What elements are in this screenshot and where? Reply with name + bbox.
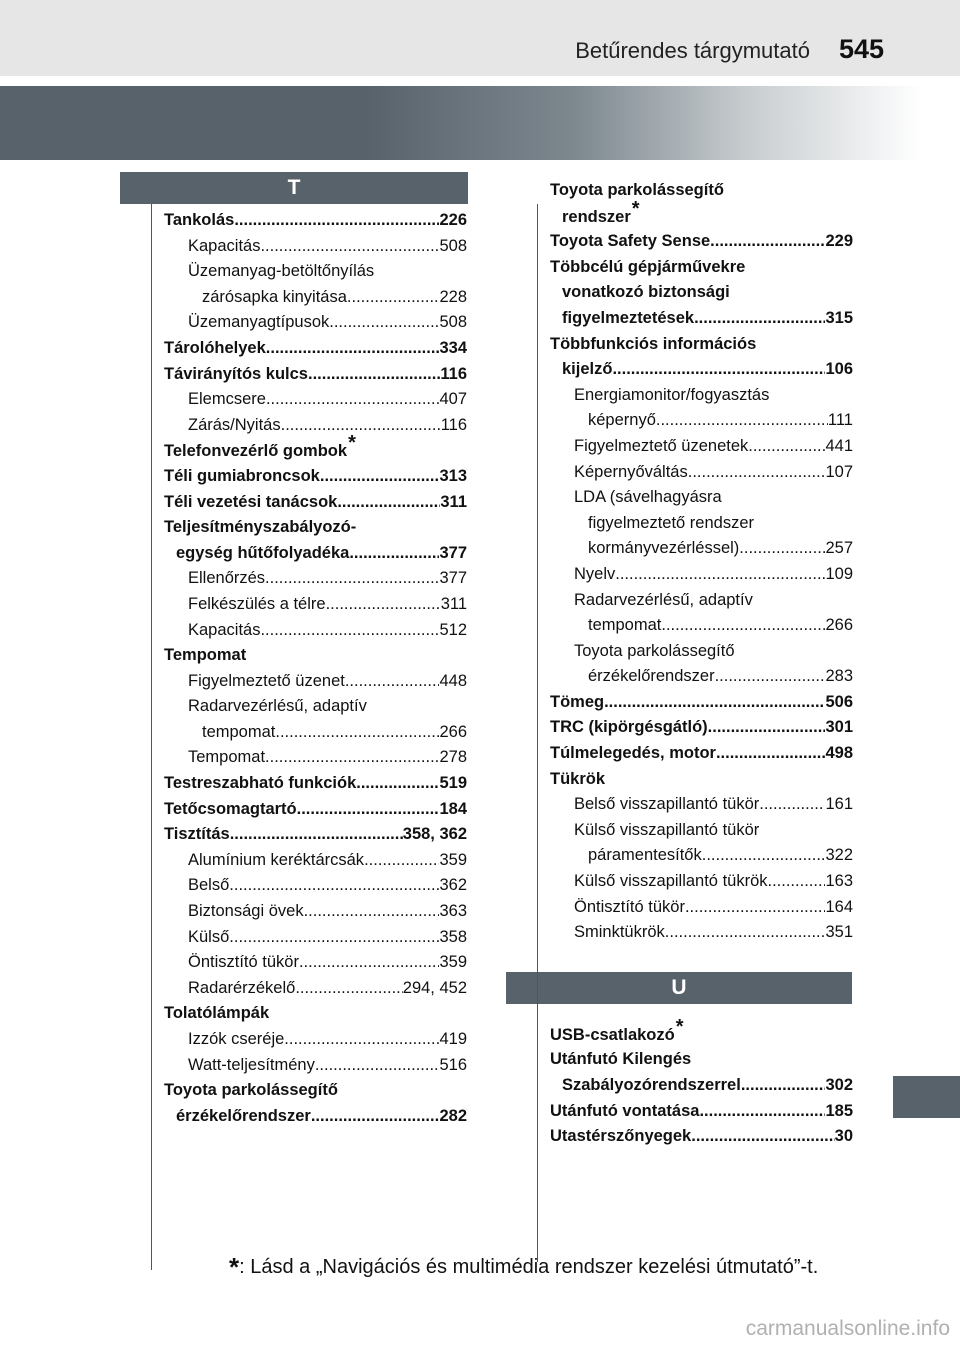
entry-page-number: 283	[825, 667, 853, 686]
leader-dots	[265, 745, 439, 771]
index-entry	[550, 818, 853, 844]
index-entry	[550, 613, 853, 639]
entry-label: Testreszabható funkciók	[164, 774, 357, 793]
index-list-t-continued	[550, 178, 853, 946]
entry-label: tempomat	[202, 722, 276, 741]
index-entry	[164, 1027, 467, 1053]
entry-label: Belső	[188, 876, 230, 895]
index-entry	[164, 1053, 467, 1079]
leader-dots	[748, 434, 825, 460]
entry-label: képernyő	[588, 411, 656, 430]
index-entry	[550, 408, 853, 434]
index-entry	[550, 741, 853, 767]
entry-page-number: 30	[834, 1127, 853, 1146]
top-band	[0, 0, 960, 76]
leader-dots	[364, 848, 439, 874]
index-entry	[550, 715, 853, 741]
leader-dots	[716, 741, 826, 767]
leader-dots	[311, 1104, 440, 1130]
index-entry	[550, 1073, 853, 1099]
index-entry	[164, 1078, 467, 1104]
leader-dots	[234, 208, 439, 234]
entry-label: vonatkozó biztonsági	[562, 283, 730, 302]
entry-page-number: 407	[439, 390, 467, 409]
entry-page-number: 266	[439, 722, 467, 741]
entry-label: kijelző	[562, 360, 613, 379]
leader-dots	[347, 285, 440, 311]
entry-label: Tempomat	[188, 748, 266, 767]
entry-page-number: 419	[439, 1030, 467, 1048]
index-entry	[164, 432, 467, 464]
index-entry	[164, 310, 467, 336]
index-entry	[164, 925, 467, 951]
index-entry	[550, 690, 853, 716]
entry-page-number: 359	[439, 850, 467, 869]
gradient-banner	[0, 86, 960, 160]
leader-dots	[295, 976, 402, 1002]
entry-label: Biztonsági övek	[188, 902, 304, 921]
entry-label: Radarvezérlésű, adaptív	[574, 590, 753, 609]
index-entry	[164, 541, 467, 567]
footnote-text: : Lásd a „Navigációs és multimédia rendszer kezelési útmutató”-t.	[239, 1256, 819, 1278]
section-header-u: U	[506, 972, 852, 1004]
entry-page-number: 351	[825, 923, 853, 942]
index-entry	[164, 234, 467, 260]
entry-page-number: 294, 452	[402, 978, 467, 997]
leader-dots	[266, 387, 440, 413]
entry-page-number: 257	[825, 539, 853, 558]
entry-label: Téli gumiabroncsok	[164, 466, 320, 485]
entry-page-number: 441	[825, 436, 853, 455]
index-entry	[164, 259, 467, 285]
entry-page-number: 116	[440, 364, 467, 383]
entry-label: Elemcsere	[188, 390, 266, 409]
index-entry	[550, 1047, 853, 1073]
entry-page-number: 519	[439, 774, 467, 793]
entry-label: Radarvezérlésű, adaptív	[188, 697, 367, 716]
entry-label: Toyota parkolássegítő	[164, 1081, 338, 1100]
entry-label: rendszer	[562, 207, 631, 226]
index-entry	[164, 413, 467, 439]
index-entry	[550, 485, 853, 511]
leader-dots	[320, 464, 440, 490]
entry-page-number: 322	[825, 846, 853, 865]
index-entry	[164, 1104, 467, 1130]
leader-dots	[739, 536, 825, 562]
index-entry	[164, 336, 467, 362]
entry-page-number: 334	[439, 338, 467, 357]
leader-dots	[229, 873, 439, 899]
index-entry	[550, 383, 853, 409]
index-list-u	[550, 1015, 853, 1150]
entry-label: Sminktükrök	[574, 923, 665, 942]
index-entry	[164, 899, 467, 925]
leader-dots	[356, 771, 439, 797]
entry-page-number: 107	[825, 462, 853, 481]
index-entry	[164, 208, 467, 234]
entry-label: Többfunkciós információs	[550, 334, 757, 353]
index-column-right	[550, 178, 853, 1150]
leader-dots	[661, 613, 825, 639]
entry-page-number: 184	[439, 799, 467, 818]
index-entry	[550, 767, 853, 793]
leader-dots	[612, 357, 825, 383]
entry-page-number: 229	[825, 232, 853, 251]
footnote-marker: *	[631, 197, 640, 220]
footnote	[229, 1252, 819, 1287]
leader-dots	[308, 362, 440, 388]
index-entry	[550, 306, 853, 332]
entry-label: Toyota parkolássegítő	[550, 181, 724, 199]
leader-dots	[266, 336, 440, 362]
entry-label: zárósapka kinyitása	[202, 287, 347, 306]
entry-label: páramentesítők	[588, 846, 702, 865]
entry-page-number: 301	[825, 718, 853, 737]
index-entry	[550, 255, 853, 281]
leader-dots	[275, 720, 439, 746]
entry-label: Tömeg	[550, 692, 605, 711]
leader-dots	[299, 950, 440, 976]
entry-label: figyelmeztetések	[562, 308, 695, 327]
entry-label: Radarérzékelő	[188, 978, 296, 997]
index-entry	[550, 588, 853, 614]
index-entry	[550, 895, 853, 921]
entry-label: Energiamonitor/fogyasztás	[574, 385, 770, 404]
leader-dots	[265, 566, 439, 592]
leader-dots	[685, 895, 826, 921]
entry-page-number: 278	[439, 748, 467, 767]
entry-page-number: 516	[439, 1055, 467, 1074]
entry-page-number: 313	[439, 466, 467, 485]
leader-dots	[691, 1124, 834, 1150]
entry-page-number: 311	[440, 492, 467, 511]
entry-label: Watt-teljesítmény	[188, 1055, 315, 1074]
entry-label: Túlmelegedés, motor	[550, 744, 716, 763]
index-entry	[164, 976, 467, 1002]
entry-label: Ellenőrzés	[188, 569, 266, 588]
index-entry	[550, 1015, 853, 1048]
index-entry	[550, 843, 853, 869]
entry-page-number: 358	[439, 927, 467, 946]
leader-dots	[284, 1027, 439, 1053]
index-entry	[164, 490, 467, 516]
index-entry	[550, 869, 853, 895]
entry-page-number: 311	[440, 594, 467, 613]
index-entry	[550, 536, 853, 562]
entry-label: Szabályozórendszerrel	[562, 1076, 741, 1094]
leader-dots	[304, 899, 440, 925]
index-column-left	[164, 208, 467, 1129]
leader-dots	[297, 797, 440, 823]
leader-dots	[604, 690, 825, 716]
entry-label: Toyota Safety Sense	[550, 232, 711, 251]
entry-label: Teljesítményszabályozó-	[164, 518, 357, 537]
watermark: carmanualsonline.info	[745, 1317, 950, 1340]
entry-label: TRC (kipörgésgátló)	[550, 718, 708, 737]
leader-dots	[260, 234, 439, 260]
entry-page-number: 109	[825, 564, 853, 583]
leader-dots	[665, 920, 826, 946]
entry-label: egység hűtőfolyadéka	[176, 543, 350, 562]
entry-page-number: 106	[825, 360, 853, 379]
index-entry	[550, 792, 853, 818]
entry-label: figyelmeztető rendszer	[588, 513, 754, 532]
section-gap	[550, 946, 853, 1022]
leader-dots	[741, 1073, 826, 1099]
entry-label: Képernyőváltás	[574, 462, 688, 481]
index-entry	[164, 745, 467, 771]
entry-label: Figyelmeztető üzenet	[188, 671, 345, 690]
entry-label: Nyelv	[574, 564, 616, 583]
index-entry	[164, 515, 467, 541]
leader-dots	[230, 822, 403, 848]
entry-label: Tetőcsomagtartó	[164, 799, 297, 818]
index-entry	[164, 387, 467, 413]
index-entry	[550, 434, 853, 460]
entry-page-number: 226	[439, 211, 467, 229]
section-header-t: T	[120, 172, 468, 204]
entry-label: Kapacitás	[188, 236, 261, 255]
entry-label: Utánfutó vontatása	[550, 1101, 700, 1120]
index-entry	[550, 562, 853, 588]
entry-label: Zárás/Nyitás	[188, 415, 281, 434]
leader-dots	[337, 490, 440, 516]
index-entry	[550, 197, 853, 230]
index-entry	[164, 285, 467, 311]
footnote-marker: *	[675, 1015, 684, 1038]
entry-label: érzékelőrendszer	[588, 667, 715, 686]
index-entry	[164, 771, 467, 797]
index-entry	[550, 332, 853, 358]
entry-page-number: 359	[439, 953, 467, 972]
entry-label: Külső	[188, 927, 230, 946]
index-entry	[164, 822, 467, 848]
index-entry	[164, 618, 467, 644]
index-entry	[164, 566, 467, 592]
leader-dots	[715, 664, 826, 690]
entry-label: kormányvezérléssel)	[588, 539, 740, 558]
leader-dots	[229, 925, 439, 951]
leader-dots	[345, 669, 440, 695]
entry-page-number: 448	[439, 671, 467, 690]
index-entry	[550, 460, 853, 486]
entry-label: Öntisztító tükör	[188, 953, 299, 972]
leader-dots	[702, 843, 826, 869]
entry-label: USB-csatlakozó	[550, 1025, 675, 1044]
entry-label: Toyota parkolássegítő	[574, 641, 735, 660]
leader-dots	[710, 229, 825, 255]
leader-dots	[694, 306, 825, 332]
leader-dots	[329, 310, 439, 336]
entry-label: Kapacitás	[188, 620, 261, 639]
entry-label: LDA (sávelhagyásra	[574, 488, 722, 507]
index-entry	[164, 464, 467, 490]
index-entry	[164, 643, 467, 669]
page-number: 545	[838, 34, 884, 64]
entry-page-number: 302	[825, 1076, 853, 1094]
index-entry	[164, 362, 467, 388]
index-entry	[164, 797, 467, 823]
entry-page-number: 161	[825, 795, 853, 814]
entry-page-number: 116	[440, 415, 467, 434]
entry-label: Üzemanyag-betöltőnyílás	[188, 262, 375, 281]
entry-label: Tükrök	[550, 769, 606, 788]
entry-page-number: 185	[825, 1101, 853, 1120]
leader-dots	[656, 408, 828, 434]
leader-dots	[688, 460, 826, 486]
index-entry	[164, 873, 467, 899]
entry-page-number: 228	[439, 287, 467, 306]
entry-label: Telefonvezérlő gombok	[164, 442, 348, 461]
entry-page-number: 164	[825, 897, 853, 916]
footnote-marker: *	[348, 432, 356, 455]
entry-label: Külső visszapillantó tükör	[574, 820, 760, 839]
entry-page-number: 282	[439, 1106, 467, 1125]
entry-label: Tárolóhelyek	[164, 338, 266, 357]
entry-page-number: 266	[825, 616, 853, 635]
index-entry	[550, 1099, 853, 1125]
entry-label: Tankolás	[164, 211, 235, 229]
entry-label: Tolatólámpák	[164, 1004, 270, 1023]
leader-dots	[699, 1099, 825, 1125]
index-entry	[550, 511, 853, 537]
column-divider-right	[537, 204, 538, 1262]
entry-label: Külső visszapillantó tükrök	[574, 872, 768, 891]
entry-page-number: 377	[439, 543, 467, 562]
entry-label: Távirányítós kulcs	[164, 364, 308, 383]
entry-page-number: 512	[439, 620, 467, 639]
entry-label: Tempomat	[164, 646, 247, 665]
entry-page-number: 315	[825, 308, 853, 327]
footnote-star: *	[229, 1252, 240, 1282]
entry-page-number: 508	[439, 236, 467, 255]
entry-label: Öntisztító tükör	[574, 897, 685, 916]
entry-page-number: 163	[825, 872, 853, 891]
index-entry	[164, 848, 467, 874]
index-entry	[550, 357, 853, 383]
index-entry	[550, 178, 853, 204]
entry-label: érzékelőrendszer	[176, 1106, 311, 1125]
leader-dots	[326, 592, 441, 618]
column-divider-left	[151, 204, 152, 1270]
entry-page-number: 362	[439, 876, 467, 895]
index-entry	[550, 280, 853, 306]
leader-dots	[759, 792, 825, 818]
index-entry	[164, 950, 467, 976]
entry-page-number: 506	[825, 692, 853, 711]
entry-page-number: 498	[825, 744, 853, 763]
running-header-title: Betűrendes tárgymutató	[575, 38, 810, 63]
index-entry	[164, 694, 467, 720]
index-entry	[550, 639, 853, 665]
leader-dots	[349, 541, 439, 567]
index-entry	[164, 1001, 467, 1027]
entry-label: Tisztítás	[164, 825, 230, 844]
entry-label: Figyelmeztető üzenetek	[574, 436, 749, 455]
leader-dots	[708, 715, 826, 741]
index-entry	[164, 669, 467, 695]
leader-dots	[315, 1053, 440, 1079]
index-entry	[550, 664, 853, 690]
chapter-thumb-tab	[893, 1076, 960, 1118]
entry-page-number: 363	[439, 902, 467, 921]
entry-page-number: 508	[439, 313, 467, 332]
leader-dots	[768, 869, 826, 895]
entry-label: tempomat	[588, 616, 662, 635]
entry-label: Többcélú gépjárművekre	[550, 257, 746, 276]
entry-label: Üzemanyagtípusok	[188, 313, 330, 332]
entry-label: Felkészülés a télre	[188, 594, 326, 613]
leader-dots	[615, 562, 825, 588]
entry-page-number: 377	[439, 569, 467, 588]
index-entry	[164, 592, 467, 618]
entry-page-number: 111	[827, 411, 853, 430]
index-entry	[550, 920, 853, 946]
leader-dots	[281, 413, 441, 439]
entry-label: Izzók cseréje	[188, 1030, 285, 1048]
index-entry	[164, 720, 467, 746]
leader-dots	[260, 618, 439, 644]
index-entry	[550, 229, 853, 255]
entry-label: Alumínium keréktárcsák	[188, 850, 365, 869]
entry-label: Utastérszőnyegek	[550, 1127, 692, 1146]
entry-page-number: 358, 362	[402, 825, 467, 844]
entry-label: Téli vezetési tanácsok	[164, 492, 338, 511]
entry-label: Belső visszapillantó tükör	[574, 795, 760, 814]
index-entry	[550, 1124, 853, 1150]
entry-label: Utánfutó Kilengés	[550, 1050, 692, 1069]
